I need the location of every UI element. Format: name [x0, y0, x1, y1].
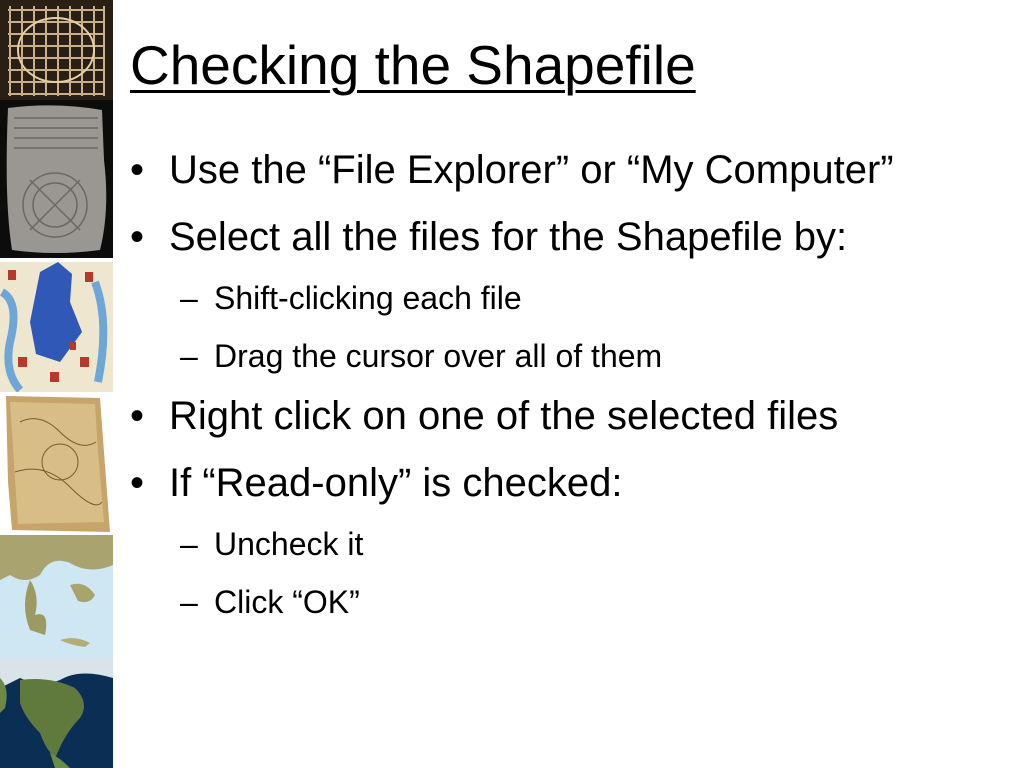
- bullet-marker: •: [130, 215, 145, 259]
- globe-map-image: [0, 658, 113, 768]
- illustrated-map-image: [0, 262, 113, 392]
- sub-list-item-text: Drag the cursor over all of them: [214, 338, 663, 374]
- dash-marker: –: [180, 584, 198, 620]
- list-item-text: Select all the files for the Shapefile by:: [169, 215, 848, 259]
- parchment-map-image: [0, 392, 113, 535]
- bullet-marker: •: [130, 394, 145, 438]
- dash-marker: –: [180, 280, 198, 316]
- bullet-marker: •: [130, 148, 145, 192]
- list-item-text: If “Read-only” is checked:: [169, 461, 623, 505]
- grid-map-image: [0, 0, 113, 100]
- dash-marker: –: [180, 526, 198, 562]
- bullet-marker: •: [130, 461, 145, 505]
- clay-tablet-map-image: [0, 100, 113, 258]
- mediterranean-map-image: [0, 535, 113, 658]
- sidebar-image-strip: [0, 0, 113, 768]
- sub-list-item-text: Uncheck it: [214, 526, 364, 562]
- dash-marker: –: [180, 338, 198, 374]
- list-item-text: Use the “File Explorer” or “My Computer”: [169, 148, 894, 192]
- slide-title: Checking the Shapefile: [130, 34, 696, 96]
- list-item-text: Right click on one of the selected files: [169, 394, 839, 438]
- sub-list-item-text: Shift-clicking each file: [214, 280, 522, 316]
- sub-list-item-text: Click “OK”: [214, 584, 360, 620]
